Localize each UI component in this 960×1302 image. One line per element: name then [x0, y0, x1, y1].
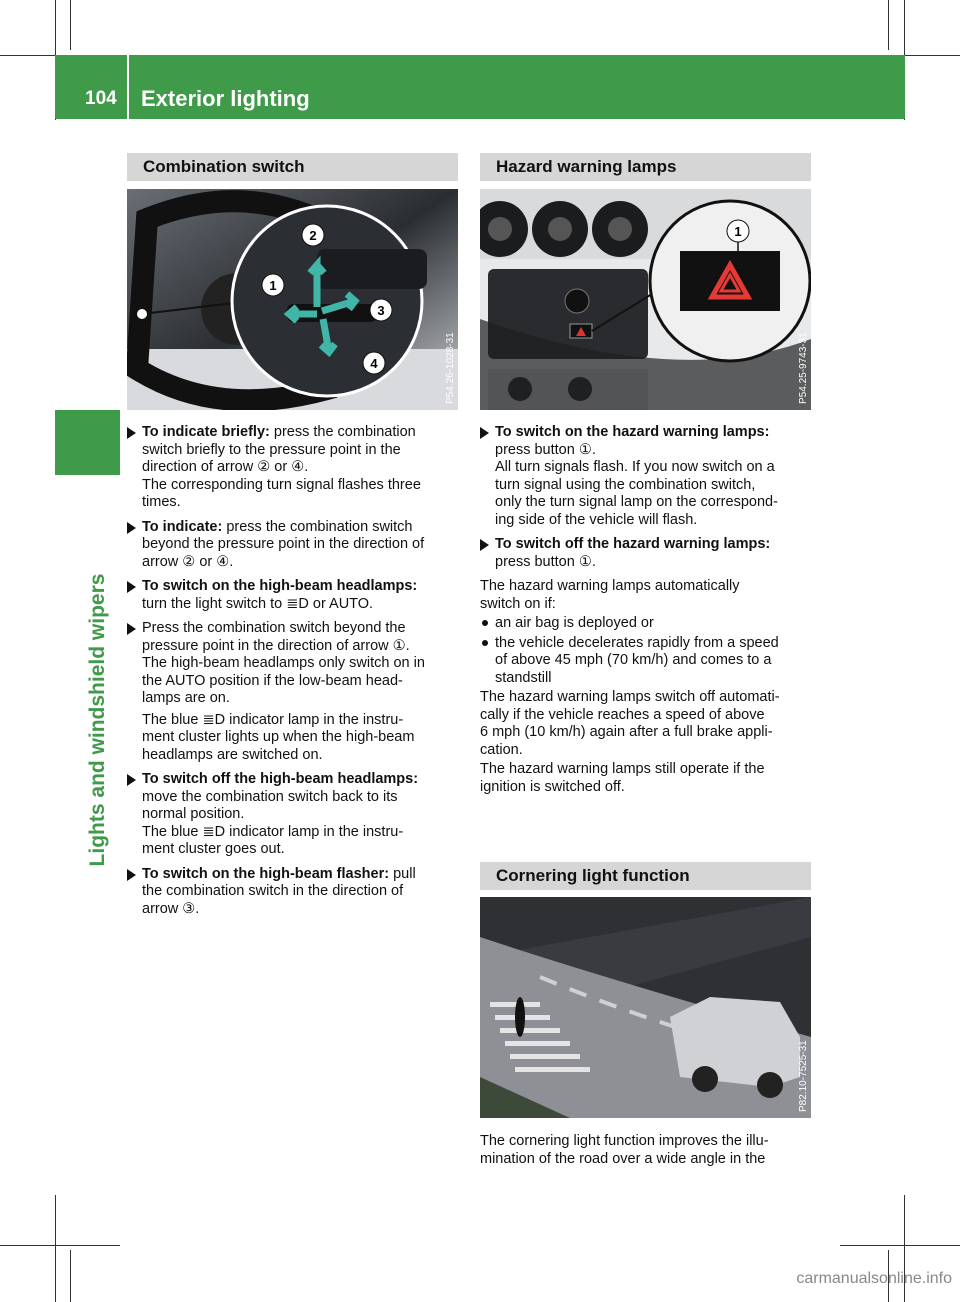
- page-title: Exterior lighting: [141, 86, 310, 111]
- photo-code: P54.26-1028-31: [445, 332, 456, 404]
- photo-code: P54.25-9743-31: [798, 332, 809, 404]
- callout-1: 1: [269, 278, 277, 293]
- photo-code: P82.10-7525-31: [798, 1040, 809, 1112]
- step-high-beam-off: To switch off the high-beam headlamps: move the combination switch back to its normal position. The blue ≣D indicator lamp in the instru- ment cluster goes out.: [127, 771, 461, 859]
- crop-mark: [888, 0, 889, 50]
- bullet-icon: [482, 620, 488, 626]
- left-column-text: [127, 424, 461, 925]
- hazard-photo: [480, 189, 811, 410]
- step-arrow-icon: [127, 581, 136, 593]
- header-divider: [127, 55, 129, 119]
- crop-mark: [70, 1250, 71, 1302]
- step-arrow-icon: [480, 427, 489, 439]
- step-arrow-icon: [127, 427, 136, 439]
- auto-intro: The hazard warning lamps automatically switch on if:: [480, 578, 740, 612]
- section-title-cornering: Cornering light function: [480, 862, 811, 890]
- para-ignition: The hazard warning lamps still operate if the ignition is switched off.: [480, 761, 765, 795]
- step-indicate: To indicate: press the combination switch beyond the pressure point in the direction of arrow ② or ④.: [127, 519, 461, 572]
- step-arrow-icon: [480, 539, 489, 551]
- bullet-decelerate: the vehicle decelerates rapidly from a speed of above 45 mph (70 km/h) and comes to a standstill: [480, 635, 814, 688]
- watermark: carmanualsonline.info: [796, 1270, 952, 1287]
- step-hazard-on: To switch on the hazard warning lamps: press button ①. All turn signals flash. If you now switch on a turn signal using the combination switch, only the turn signal lamp on the correspond- ing side of the vehicle will flash.: [480, 424, 814, 529]
- callout-2: 2: [309, 228, 317, 243]
- crop-mark: [0, 1245, 120, 1246]
- chapter-label: Lights and windshield wipers: [86, 573, 109, 867]
- right-column-text: [480, 424, 814, 798]
- section-title-hazard: Hazard warning lamps: [480, 153, 811, 181]
- step-arrow-icon: [127, 522, 136, 534]
- step-arrow-icon: [127, 623, 136, 635]
- step-high-beam-flasher: To switch on the high-beam flasher: pull the combination switch in the direction of arrow ③.: [127, 866, 461, 919]
- cornering-text: The cornering light function improves the illu- mination of the road over a wide angle in the: [480, 1133, 769, 1167]
- page-number: 104: [85, 88, 117, 109]
- step-arrow-icon: [127, 774, 136, 786]
- combination-switch-photo: [127, 189, 458, 410]
- crop-mark: [55, 1195, 56, 1302]
- callout-1: 1: [734, 224, 742, 239]
- crop-mark: [70, 0, 71, 50]
- section-title-combination-switch: Combination switch: [127, 153, 458, 181]
- para-switch-off: The hazard warning lamps switch off automati- cally if the vehicle reaches a speed of above 6 mph (10 km/h) again after a full brake appli- cation.: [480, 689, 780, 758]
- step-high-beam-on: To switch on the high-beam headlamps: turn the light switch to ≣D or AUTO.: [127, 578, 461, 613]
- cornering-photo: [480, 897, 811, 1118]
- step-high-beam-press: Press the combination switch beyond the pressure point in the direction of arrow ①. The high-beam headlamps only switch on in the AUTO position if the low-beam head- lamps are on. The blue ≣D indicator lamp in the instru- ment cluster lights up when the high-beam headlamps are switched on.: [127, 620, 461, 764]
- step-arrow-icon: [127, 869, 136, 881]
- step-hazard-off: To switch off the hazard warning lamps: press button ①.: [480, 536, 814, 571]
- bullet-icon: [482, 640, 488, 646]
- crop-mark: [840, 1245, 960, 1246]
- step-indicate-briefly: To indicate briefly: press the combination switch briefly to the pressure point in the direction of arrow ② or ④. The corresponding turn signal flashes three times.: [127, 424, 461, 512]
- callout-4: 4: [370, 356, 378, 371]
- chapter-tab: [55, 410, 120, 475]
- callout-3: 3: [377, 303, 385, 318]
- bullet-airbag: an air bag is deployed or: [480, 615, 814, 633]
